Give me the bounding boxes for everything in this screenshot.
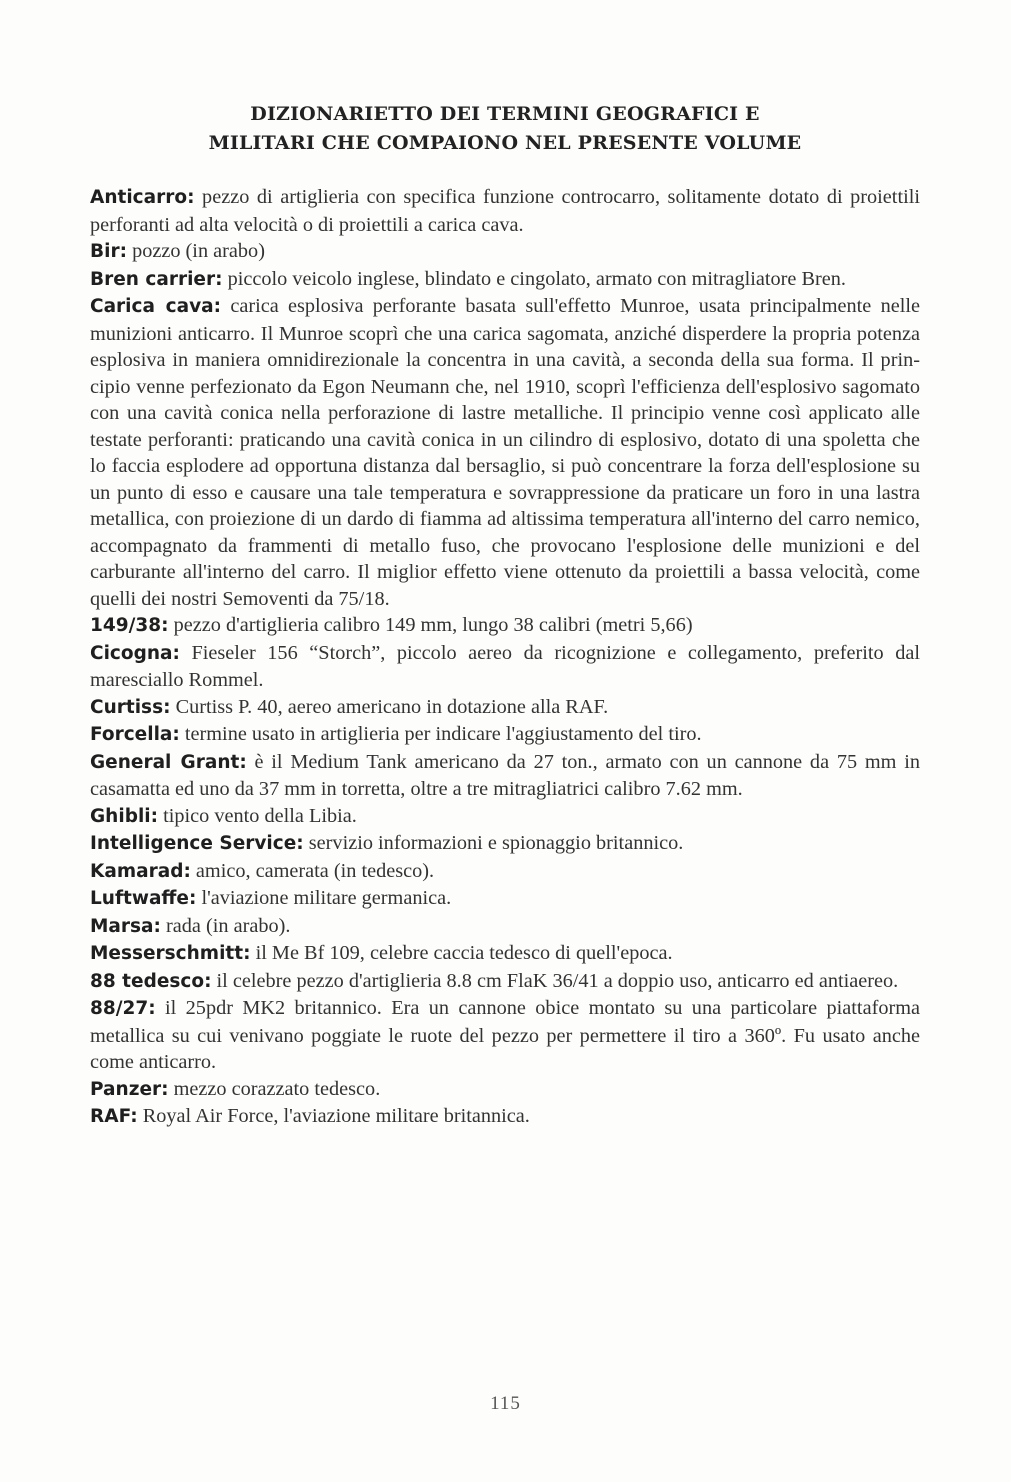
glossary-entry: Luftwaffe: l'aviazione militare germanica. <box>90 887 452 909</box>
glossary-term: 88/27 <box>90 998 149 1019</box>
glossary-entry: Kamarad: amico, camerata (in tedesco). <box>90 859 435 882</box>
glossary-definition: l'aviazione militare germanica. <box>201 887 452 909</box>
glossary-definition: Royal Air Force, l'aviazione militare britannica. <box>142 1105 530 1127</box>
glossary-entry: Anticarro: pezzo di artiglieria con specifica funzione controcarro, solitamente dotato di proiettili perforanti ad alta velocità o di proiettili a carica cava. <box>90 186 920 236</box>
glossary-term: Marsa <box>90 915 154 937</box>
glossary-definition: il Me Bf 109, celebre caccia tedesco di quell'epoca. <box>255 942 673 964</box>
glossary-definition: amico, camerata (in tedesco). <box>195 859 435 882</box>
glossary-definition: pozzo (in arabo) <box>132 240 265 262</box>
glossary-term: 88 tedesco <box>90 970 205 992</box>
glossary-definition: Fieseler 156 “Storch”, piccolo aereo da ricognizione e collegamento, preferito dal maresciallo Rommel. <box>90 641 920 691</box>
page-number: 115 <box>490 1393 521 1414</box>
glossary-term: Panzer <box>90 1078 162 1100</box>
glossary-entry: Cicogna: Fieseler 156 “Storch”, piccolo aereo da ricognizione e collegamento, preferito dal maresciallo Rommel. <box>90 641 920 691</box>
glossary-entry: Bren carrier: piccolo veicolo inglese, blindato e cingolato, armato con mitragliatore Bren. <box>90 267 846 290</box>
glossary-entry: Bir: pozzo (in arabo) <box>90 240 265 262</box>
glossary-definition: pezzo di artiglieria con specifica funzione controcarro, solitamente dotato di proiettili perforanti ad alta velocità o di proiettili a carica cava. <box>90 186 920 236</box>
glossary-definition: carica esplosiva perforante basata sull'effetto Munroe, usata principalmente nelle munizioni anticarro. Il Munroe scoprì che una carica sagomata, anziché disperdere la propria potenza esplosiva in maniera omnidirezionale la concentra in una cavità, a seconda della sua forma. Il principio venne perfezionato da Egon Neumann che, nel 1910, scoprì l'efficienza dell'esplosivo sagomato con una cavità conica nella perforazione di lastre metalliche. Il principio venne così applicato alle testate perforanti: praticando una cavità conica in un cilindro di esplosivo, dotato di una spoletta che lo faccia esplodere ad opportuna distanza dal bersaglio, si può concentrare la forza dell'esplosione su un punto di esso e causare una tale temperatura e sovrappressione da praticare un foro in una lastra metallica, con proiezione di un dardo di fiamma ad altissima temperatura all'interno del carro nemico, accompagnato da frammenti di metallo fuso, che provocano l'esplosione delle munizioni e del carburante all'interno del carro. Il miglior effetto viene ottenuto da proiettili a bassa velocità, come quelli dei nostri Semoventi da 75/18. <box>90 295 920 610</box>
title-line-2: MILITARI CHE COMPAIONO NEL PRESENTE VOLUME <box>208 132 802 154</box>
glossary-entry: 149/38: pezzo d'artiglieria calibro 149 mm, lungo 38 calibri (metri 5,66) <box>90 614 693 636</box>
glossary-definition: il 25pdr MK2 britannico. Era un cannone obice montato su una particolare piattaforma metallica su cui venivano poggiate le ruote del pezzo per permettere il tiro a 360º. Fu usato anche come anticarro. <box>90 997 920 1073</box>
glossary-term: Messerschmitt <box>90 943 244 964</box>
glossary-entry: 88/27: il 25pdr MK2 britannico. Era un cannone obice montato su una particolare piattaforma metallica su cui venivano poggiate le ruote del pezzo per permettere il tiro a 360º. Fu usato anche come anticarro. <box>90 997 920 1073</box>
glossary-entry: 88 tedesco: il celebre pezzo d'artiglieria 8.8 cm FlaK 36/41 a doppio uso, anticarro ed antiaereo. <box>90 969 899 992</box>
glossary-term: Intelligence Service <box>90 833 297 854</box>
glossary-term: Kamarad <box>90 860 184 882</box>
glossary-term: Bren carrier <box>90 268 216 290</box>
glossary-term: Cicogna <box>90 642 173 664</box>
glossary-definition: pezzo d'artiglieria calibro 149 mm, lungo 38 calibri (metri 5,66) <box>173 614 693 636</box>
glossary-definition: il celebre pezzo d'artiglieria 8.8 cm FlaK 36/41 a doppio uso, anticarro ed antiaereo. <box>216 969 899 992</box>
glossary-term: Ghibli <box>90 805 151 827</box>
glossary-definition: tipico vento della Libia. <box>163 804 357 827</box>
glossary-entry: Curtiss: Curtiss P. 40, aereo americano in dotazione alla RAF. <box>90 695 609 718</box>
glossary-entry: Intelligence Service: servizio informazioni e spionaggio britannico. <box>90 832 684 854</box>
glossary-entry: Messerschmitt: il Me Bf 109, celebre caccia tedesco di quell'epoca. <box>90 942 673 964</box>
glossary-definition: Curtiss P. 40, aereo americano in dotazione alla RAF. <box>175 695 609 718</box>
glossary-entry: RAF: Royal Air Force, l'aviazione militare britannica. <box>90 1105 530 1127</box>
glossary-definition: servizio informazioni e spionaggio britannico. <box>308 832 684 854</box>
glossary-term: Carica cava <box>90 296 214 317</box>
glossary-term: Luftwaffe <box>90 888 189 909</box>
glossary-entry: Panzer: mezzo corazzato tedesco. <box>90 1077 381 1100</box>
glossary-term: General Grant <box>90 751 240 773</box>
title-line-1: DIZIONARIETTO DEI TERMINI GEOGRAFICI E <box>250 103 760 125</box>
page-title <box>90 100 920 158</box>
glossary-term: 149/38 <box>90 615 162 636</box>
glossary-list <box>90 184 920 1131</box>
glossary-definition: è il Medium Tank americano da 27 ton., armato con un cannone da 75 mm in casamatta ed uno da 37 mm in torretta, oltre a tre mitragliatrici calibro 7.62 mm. <box>90 750 920 800</box>
glossary-entry: Forcella: termine usato in artiglieria per indicare l'aggiustamento del tiro. <box>90 723 702 745</box>
glossary-entry: General Grant: è il Medium Tank americano da 27 ton., armato con un cannone da 75 mm in casamatta ed uno da 37 mm in torretta, oltre a tre mitragliatrici calibro 7.62 mm. <box>90 750 920 800</box>
glossary-definition: mezzo corazzato tedesco. <box>173 1077 381 1100</box>
glossary-definition: rada (in arabo). <box>166 914 291 937</box>
glossary-definition: termine usato in artiglieria per indicare l'aggiustamento del tiro. <box>184 723 702 745</box>
glossary-term: Anticarro <box>90 187 188 208</box>
glossary-entry: Ghibli: tipico vento della Libia. <box>90 804 357 827</box>
glossary-term: Forcella <box>90 724 173 745</box>
glossary-definition: piccolo veicolo inglese, blindato e cingolato, armato con mitragliatore Bren. <box>227 267 846 290</box>
glossary-term: Bir <box>90 241 120 262</box>
glossary-entry: Carica cava: carica esplosiva perforante basata sull'effetto Munroe, usata principalmente nelle munizioni anticarro. Il Munroe scoprì che una carica sagomata, anziché disperdere la propria potenza esplosiva in maniera omnidirezionale la concentra in una cavità, a seconda della sua forma. Il principio venne perfezionato da Egon Neumann che, nel 1910, scoprì l'efficienza dell'esplosivo sagomato con una cavità conica nella perforazione di lastre metalliche. Il principio venne così applicato alle testate perforanti: praticando una cavità conica in un cilindro di esplosivo, dotato di una spoletta che lo faccia esplodere ad opportuna distanza dal bersaglio, si può concentrare la forza dell'esplosione su un punto di esso e causare una tale temperatura e sovrappressione da praticare un foro in una lastra metallica, con proiezione di un dardo di fiamma ad altissima temperatura all'interno del carro nemico, accompagnato da frammenti di metallo fuso, che provocano l'esplosione delle munizioni e del carburante all'interno del carro. Il miglior effetto viene ottenuto da proiettili a bassa velocità, come quelli dei nostri Semoventi da 75/18. <box>90 295 920 610</box>
glossary-term: Curtiss <box>90 696 164 718</box>
glossary-term: RAF <box>90 1106 131 1127</box>
glossary-entry: Marsa: rada (in arabo). <box>90 914 291 937</box>
